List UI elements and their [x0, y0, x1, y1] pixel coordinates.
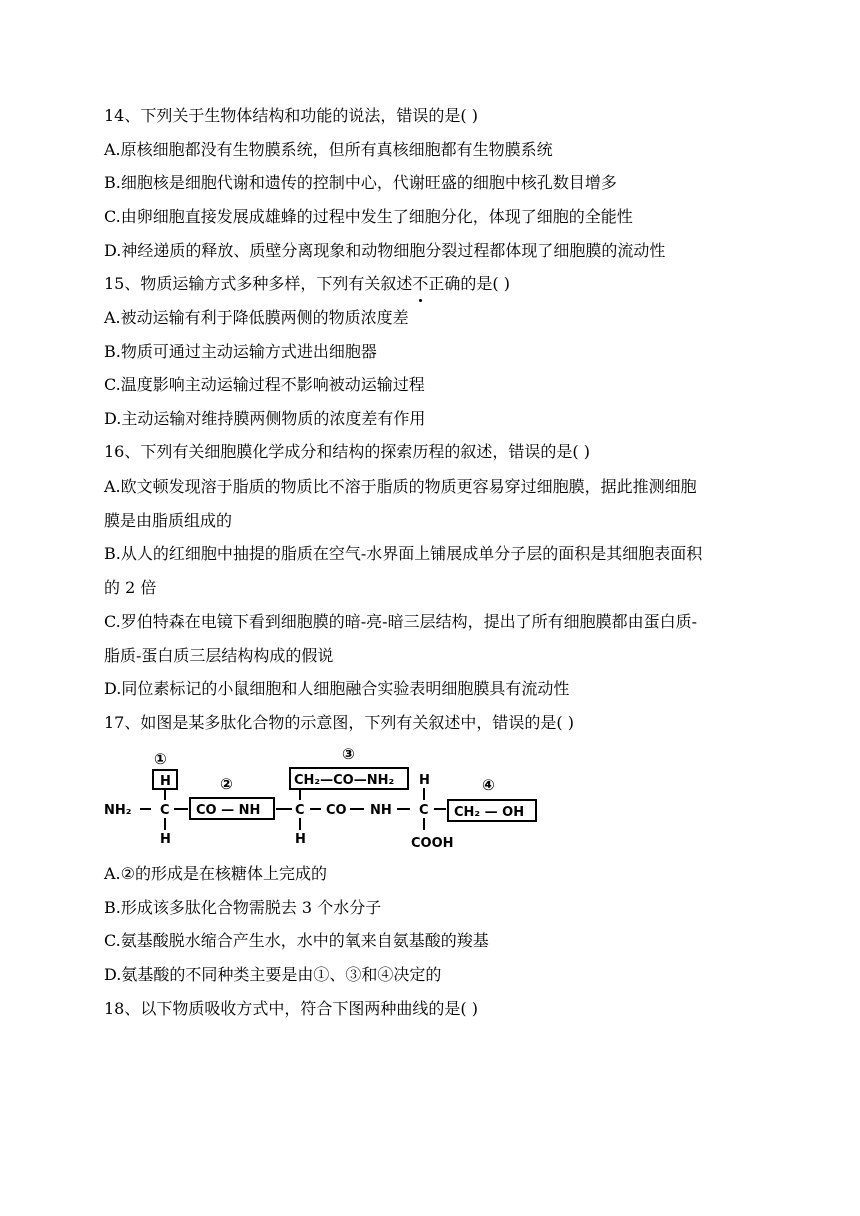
ch2-oh-text: CH₂ — OH [454, 805, 525, 820]
label-1: ① [154, 750, 167, 768]
question-16-option-d: D.同位素标记的小鼠细胞和人细胞融合实验表明细胞膜具有流动性 [104, 679, 570, 698]
question-17-option-d: D.氨基酸的不同种类主要是由①、③和④决定的 [104, 965, 442, 984]
co-text: CO [326, 803, 347, 818]
h-text-3: H [295, 832, 306, 847]
cooh-text: COOH [411, 836, 454, 851]
question-18-stem: 18、以下物质吸收方式中，符合下图两种曲线的是( ) [104, 999, 478, 1018]
question-15-stem-before: 15、物质运输方式多种多样，下列有关叙述 [104, 274, 413, 293]
question-15-stem-after: 正确的是( ) [428, 274, 510, 293]
emphasis-word: 不 [412, 273, 428, 295]
h-text-2: H [160, 832, 171, 847]
co-nh-text: CO — NH [196, 803, 261, 818]
question-14-stem: 14、下列关于生物体结构和功能的说法，错误的是( ) [104, 106, 478, 125]
question-15-stem [104, 273, 510, 295]
question-15-option-d: D.主动运输对维持膜两侧物质的浓度差有作用 [104, 409, 426, 428]
question-17-option-b: B.形成该多肽化合物需脱去 3 个水分子 [104, 898, 382, 917]
question-14-option-a: A.原核细胞都没有生物膜系统，但所有真核细胞都有生物膜系统 [104, 140, 553, 159]
question-14-option-b: B.细胞核是细胞代谢和遗传的控制中心，代谢旺盛的细胞中核孔数目增多 [104, 173, 617, 192]
nh-text: NH [370, 803, 392, 818]
h-text-1: H [160, 774, 171, 789]
question-14-option-d: D.神经递质的释放、质壁分离现象和动物细胞分裂过程都体现了细胞膜的流动性 [104, 241, 666, 260]
question-15-option-c: C.温度影响主动运输过程不影响被动运输过程 [104, 375, 425, 394]
question-17-stem: 17、如图是某多肽化合物的示意图，下列有关叙述中，错误的是( ) [104, 713, 574, 732]
ch2-co-nh2-text: CH₂—CO—NH₂ [294, 773, 395, 788]
question-16-option-a-line1: A.欧文顿发现溶于脂质的物质比不溶于脂质的物质更容易穿过细胞膜，据此推测细胞 [104, 477, 697, 496]
c-text-1: C [160, 803, 170, 818]
question-16-option-c-line2: 脂质-蛋白质三层结构构成的假说 [104, 646, 334, 665]
c-text-2: C [295, 803, 305, 818]
question-14-option-c: C.由卵细胞直接发展成雄蜂的过程中发生了细胞分化，体现了细胞的全能性 [104, 207, 633, 226]
label-3: ③ [342, 745, 355, 763]
question-16-option-b-line2: 的 2 倍 [104, 578, 157, 597]
question-15-option-b: B.物质可通过主动运输方式进出细胞器 [104, 342, 377, 361]
question-15-option-a: A.被动运输有利于降低膜两侧的物质浓度差 [104, 308, 409, 327]
polypeptide-diagram [104, 742, 544, 854]
question-17-option-a: A.②的形成是在核糖体上完成的 [104, 864, 327, 883]
question-16-option-a-line2: 膜是由脂质组成的 [104, 511, 233, 530]
c-text-3: C [419, 803, 429, 818]
label-4: ④ [482, 776, 495, 794]
question-16-option-c-line1: C.罗伯特森在电镜下看到细胞膜的暗-亮-暗三层结构，提出了所有细胞膜都由蛋白质- [104, 612, 697, 631]
label-2: ② [220, 775, 233, 793]
question-17-option-c: C.氨基酸脱水缩合产生水，水中的氧来自氨基酸的羧基 [104, 931, 489, 950]
question-16-stem: 16、下列有关细胞膜化学成分和结构的探索历程的叙述，错误的是( ) [104, 442, 590, 461]
emphasis-dot [419, 299, 422, 302]
nh2-text: NH₂ [104, 803, 132, 818]
h-text-4: H [419, 773, 430, 788]
question-16-option-b-line1: B.从人的红细胞中抽提的脂质在空气-水界面上铺展成单分子层的面积是其细胞表面积 [104, 544, 703, 563]
